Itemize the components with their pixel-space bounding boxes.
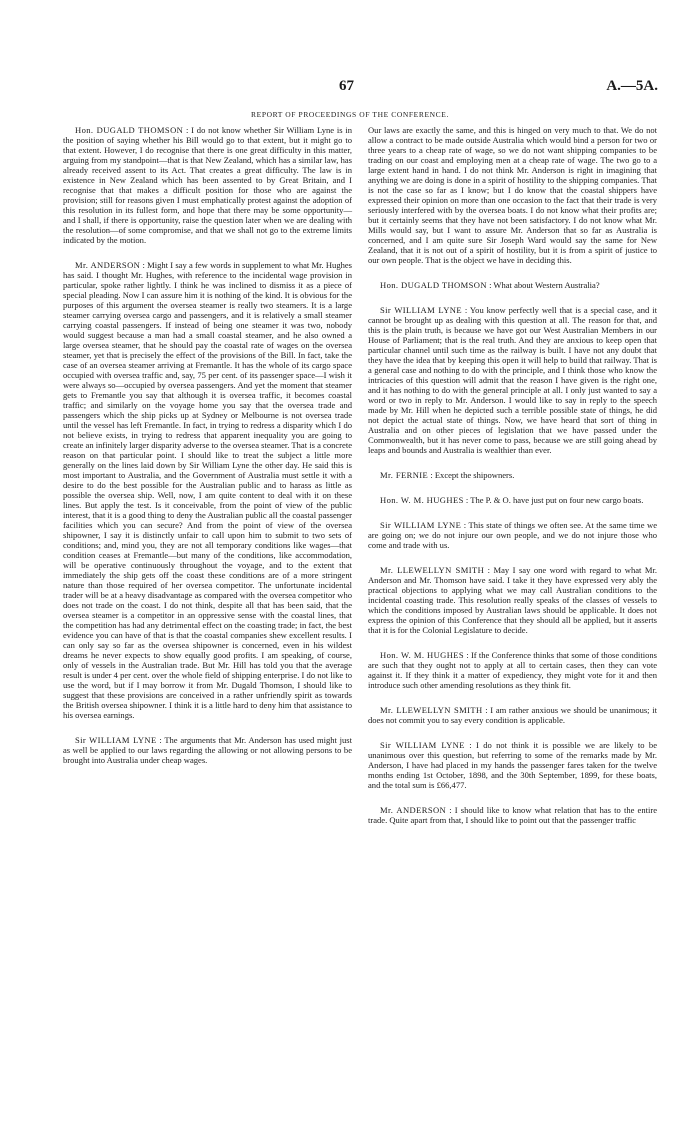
document-code: A.—5A. xyxy=(606,78,658,94)
speech-text: : Except the shipowners. xyxy=(430,470,515,480)
speaker-name: Hon. W. M. HUGHES xyxy=(380,495,464,505)
page-number: 67 xyxy=(339,78,354,94)
speaker-name: Hon. DUGALD THOMSON xyxy=(380,280,487,290)
speech-text: : I am rather anxious we should be unanimous; it does not commit you to say every condition is applicable. xyxy=(368,705,657,725)
speaker-name: Hon. W. M. HUGHES xyxy=(380,650,465,660)
left-column xyxy=(63,125,352,769)
speech-paragraph xyxy=(368,565,657,635)
speech-paragraph xyxy=(63,735,352,765)
speech-text: : May I say one word with regard to what Mr. Anderson and Mr. Thomson have said. I take it they have expressed very ably the practical objections to applying what we may call Australian conditions to the incidental coasting trade. This resolution really speaks of the classes of vessels to which the conditions imposed by Australian laws should be applicable. It does not express the opinion of this Conference that they should all be applied, but it asserts that it is for the Colonial Legislature to decide. xyxy=(368,565,657,635)
speaker-name: Mr. LLEWELLYN SMITH xyxy=(380,565,485,575)
speech-text: Our laws are exactly the same, and this is hinged on very much to that. We do not allow a contract to be made outside Australia which would bind a person for two or three years to a cheap rate of wage, so we do not want shipping companies to be trading on our coast and employing men at a cheap rate of wage. The two go to a large extent hand in hand. I do not think Mr. Anderson is right in imagining that anything we are doing is done in a spirit of hostility to the shipping companies. That is not the case so far as I know; but I do know that the coastal shippers have expressed their opinion on more than one occasion to the fact that their trade is very seriously interfered with by the oversea boats. I do not know what their profits are; but it certainly seems that they have not been satisfactory. I do not know what Mr. Mills would say, but I want to assure Mr. Anderson that so far as Australia is concerned, and I am quite sure Sir Joseph Ward would say the same for New Zealand, that it is not out of a spirit of hostility, but it is from a spirit of justice to our own people. That is the object we have in deciding this. xyxy=(368,125,657,265)
speech-paragraph xyxy=(368,470,657,480)
speaker-name: Sir WILLIAM LYNE xyxy=(380,740,465,750)
speaker-name: Sir WILLIAM LYNE xyxy=(380,520,462,530)
speech-text: : I should like to know what relation that has to the entire trade. Quite apart from that, I should like to point out that the passenger traffic xyxy=(368,805,657,825)
speech-paragraph xyxy=(368,650,657,690)
speech-text: : If the Conference thinks that some of those conditions are such that they ought not to apply at all to certain cases, then they can vote against it. If they think it a matter of expediency, they might vote for it and then introduce such other amending resolutions as they think fit. xyxy=(368,650,657,690)
speech-paragraph xyxy=(63,125,352,245)
speech-paragraph xyxy=(63,260,352,720)
speech-text: : The arguments that Mr. Anderson has used might just as well be applied to our laws regarding the allowing or not allowing persons to be brought into Australia under cheap wages. xyxy=(63,735,352,765)
speech-paragraph xyxy=(368,740,657,790)
speech-text: : I do not think it is possible we are likely to be unanimous over this question, but referring to some of the remarks made by Mr. Anderson, I have had placed in my hands the passenger fares taken for the twelve months ending 1st October, 1898, and the 30th September, 1899, for these boats, and the total sum is £66,477. xyxy=(368,740,657,790)
speaker-name: Sir WILLIAM LYNE xyxy=(75,735,157,745)
speaker-name: Hon. DUGALD THOMSON xyxy=(75,125,184,135)
speech-text: : What about Western Australia? xyxy=(489,280,600,290)
speech-text: : The P. & O. have just put on four new cargo boats. xyxy=(465,495,644,505)
speech-text: : You know perfectly well that is a special case, and it cannot be brought up as dealing with this question at all. The reason for that, and this is the plain truth, is because we have got our West Australian Members in our House of Parliament; that is the real truth. And they are anxious to keep open that particular channel until such time as the railway is built. I have not any doubt that they have the idea that by keeping this open it will help to build that railway. That is a general case and nothing to do with the principle, and I think those who know the intricacies of this question will admit that the reason I have given is the right one, and it has nothing to do with the general principle at all. I only just wanted to say a word or two in reply to Mr. Anderson. I would like to say in reply to the speech made by Mr. Hill when he depicted such a terrible possible state of things, he did not depict the actual state of things. Now, we have heard that sort of thing in Australia and on other pieces of legislation that we have passed under the Commonwealth, but it has never come to pass, because we are still going ahead by leaps and bounds and Australia is wealthier than ever. xyxy=(368,305,657,455)
page-header xyxy=(0,78,700,98)
speech-paragraph xyxy=(368,705,657,725)
speaker-name: Sir WILLIAM LYNE xyxy=(380,305,462,315)
running-head: REPORT OF PROCEEDINGS OF THE CONFERENCE. xyxy=(251,110,449,119)
speech-text: : Might I say a few words in supplement to what Mr. Hughes has said. I thought Mr. Hughes, with reference to the incidental wage provision in particular, spoke rather lightly. I think he was inclined to dismiss it as a piece of special pleading. Now I can assure him it is nothing of the kind. It is obvious for the purposes of this argument the oversea steamer is really two steamers. It is a large steamer carrying oversea cargo and passengers, and it is relatively a small steamer carrying coastal passengers. If instead of being one steamer it was two, nobody would suggest because a man had a small coastal steamer, and he also owned a large oversea steamer, that he should pay the coastal rate of wages on the oversea steamer, yet that is precisely the effect of the provisions of the Bill. In fact, take the case of an oversea steamer arriving at Fremantle. It has the whole of its cargo space occupied with oversea traffic and, say, 75 per cent. of its passenger space—I wish it were always so—occupied by oversea passengers. And yet the moment that steamer gets to Fremantle you say that although it is oversea traffic, it becomes coastal traffic; and similarly on the voyage home you say that the oversea trade and passengers which the ship picks up at Sydney or Melbourne is not oversea trade until the vessel has left Fremantle. In fact, in trying to redress a disparity which I do not believe exists, in trying to redress that apparent inequality you are going to create an infinitely larger disparity adverse to the oversea steamer. That is a concrete reason on that particular point. I should like to treat the subject a little more generally on the lines laid down by Sir William Lyne the other day. He said this is most important to Australia, and the Government of Australia must settle it with a desire to do the best possible for the Australian public and to harass as little as possible the oversea ship. Well, now, I am quite content to deal with it on these lines. But apply the test. Is it conceivable, from the point of view of the public interest, that it is a good thing to deny the Australian public all the coastal passenger facilities which you can secure? And from the point of view of the oversea shipowner, I say it is distinctly unfair to call upon him to submit to two sets of conditions; and, mind you, they are not all temporary conditions like wages—that condition ceases at Fremantle—but many of the conditions, like accommodation, will be operative continuously throughout the voyage, and to the extent that immediately the ship gets off the coast these conditions are of a more stringent nature than those required of her oversea competitor. The unfortunate incidental trader will be at a heavy disadvantage as compared with the oversea competitor who does not trade on the coast. I do not think, despite all that has been said, that the oversea steamer is a competitor in an oppressive sense with the coastal lines, that the competition has had any detrimental effect on the coasting trade; in fact, the best evidence you can have of that is that the coastal companies shew excellent results. I can only say so far as the oversea shipowner is concerned, even in his wildest dreams he never expects to show equally good profits. I am speaking, of course, only of vessels in the Australian trade. But Mr. Hill has told you that the average result is under 4 per cent. over the whole field of shipping enterprise. I do not like to use the word, but if I may borrow it from Mr. Dugald Thomson, I should like to suggest that these provisions are conceived in a rather unfriendly spirit as towards the British oversea shipowner. I think it is a little hard to deny him that assistance to his oversea earnings. xyxy=(63,260,352,720)
speech-paragraph xyxy=(368,305,657,455)
speech-continuation xyxy=(368,125,657,265)
speech-text: : This state of things we often see. At the same time we are going on; we do not injure our own people, and we do not injure those who come and trade with us. xyxy=(368,520,657,550)
speech-paragraph xyxy=(368,495,657,505)
speaker-name: Mr. ANDERSON xyxy=(75,260,141,270)
right-column xyxy=(368,125,657,829)
speaker-name: Mr. LLEWELLYN SMITH xyxy=(380,705,483,715)
speaker-name: Mr. FERNIE xyxy=(380,470,429,480)
speech-paragraph xyxy=(368,805,657,825)
speech-paragraph xyxy=(368,520,657,550)
speaker-name: Mr. ANDERSON xyxy=(380,805,447,815)
speech-paragraph xyxy=(368,280,657,290)
speech-text: : I do not know whether Sir William Lyne is in the position of saying whether his Bill would go to that extent, but it might go to that extent. However, I do recognise that there is one great difficulty in this matter, arguing from my standpoint—that is that New Zealand, which has a similar law, has already received assent to its Act. That creates a great difficulty. The law is in existence in New Zealand which has been assented to by Great Britain, and I recognise that that makes a difficult position for those who are against the provision; still for reasons given I must emphatically protest against the adoption of this resolution in its fullest form, and hope that there may be some opportunity—and I shall, if there is opportunity, raise the question later when we are dealing with the resolution—of some compromise, and that we shall not go to the extreme limits indicated by the motion. xyxy=(63,125,353,245)
